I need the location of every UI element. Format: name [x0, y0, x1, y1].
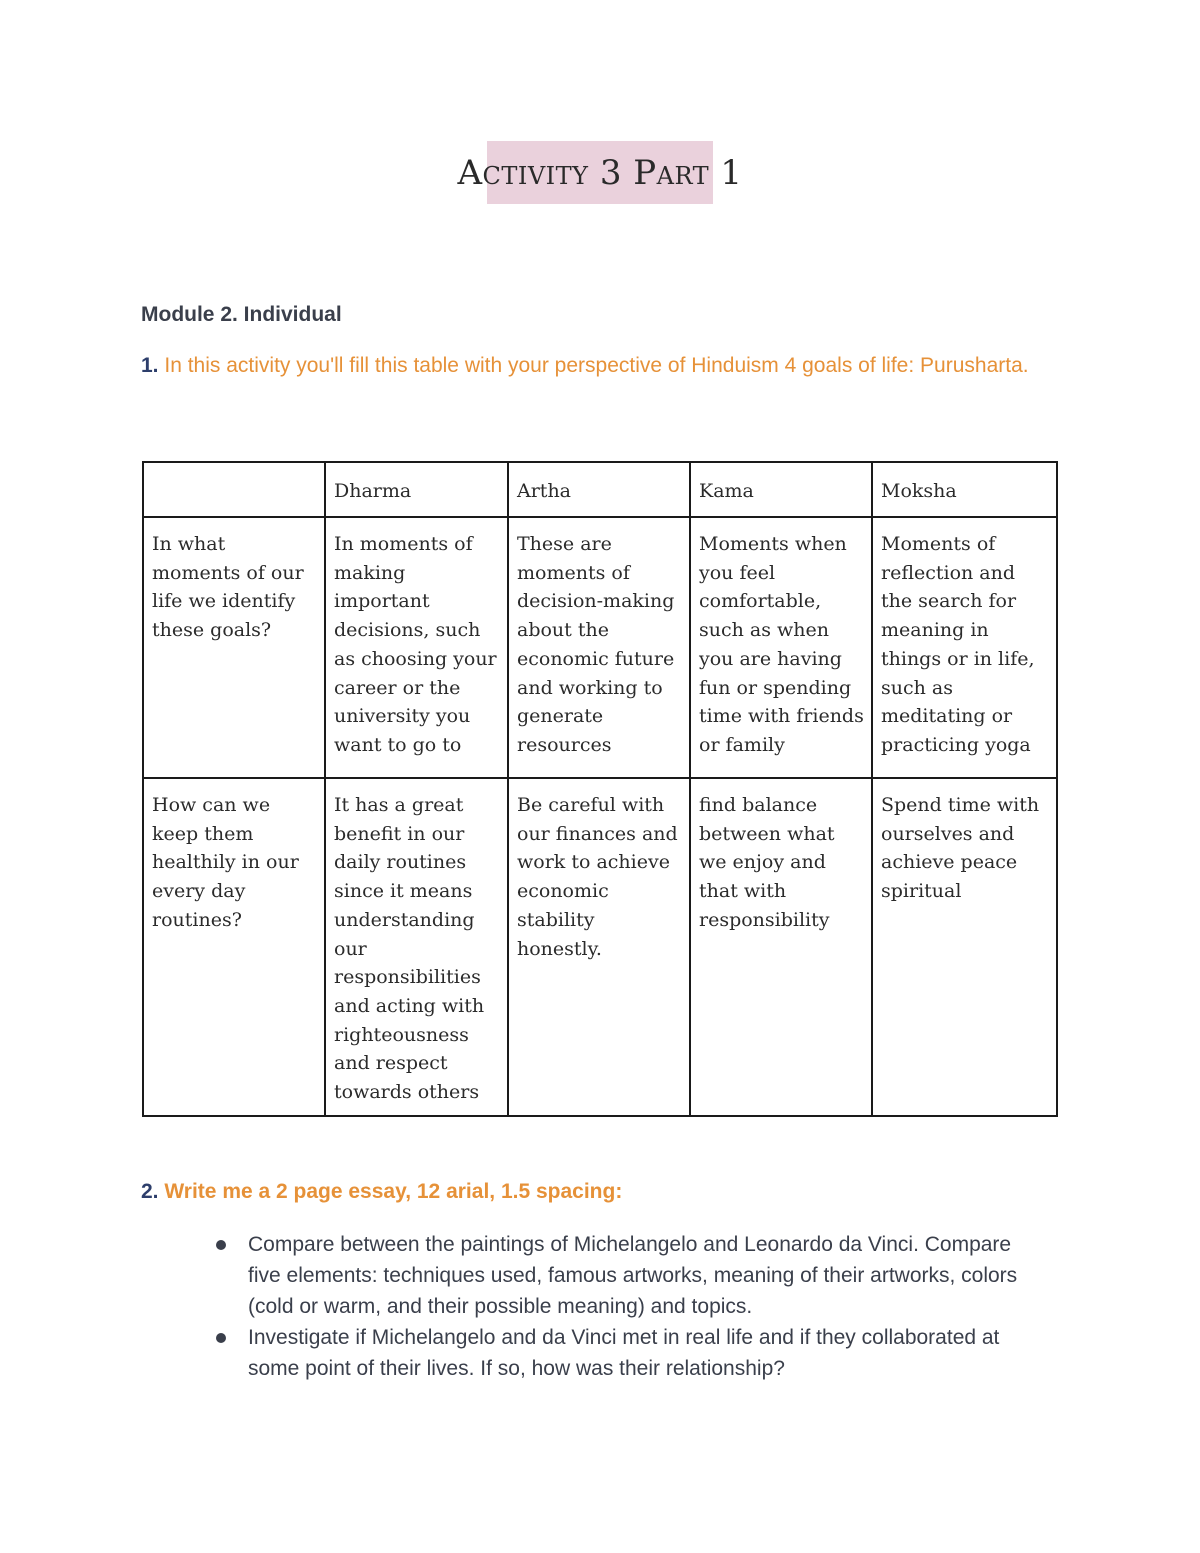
table-cell: find balance between what we enjoy and that with responsibility [690, 778, 872, 1116]
table-cell: These are moments of decision-making about the economic future and working to generate resources [508, 517, 690, 778]
table-header-dharma: Dharma [325, 462, 508, 517]
table-cell: Spend time with ourselves and achieve peace spiritual [872, 778, 1057, 1116]
table-cell: Moments when you feel comfortable, such as when you are having fun or spending time with friends or family [690, 517, 872, 778]
question-2-text: Write me a 2 page essay, 12 arial, 1.5 spacing: [164, 1180, 623, 1203]
list-item-text: Compare between the paintings of Michelangelo and Leonardo da Vinci. Compare five elements: techniques used, famous artworks, meaning of their artworks, colors (cold or warm, and their possible meaning) and topics. [248, 1233, 1018, 1318]
table-cell: It has a great benefit in our daily routines since it means understanding our responsibilities and acting with righteousness and respect towards others [325, 778, 508, 1116]
question-2 [141, 1180, 622, 1204]
table-row-label: In what moments of our life we identify these goals? [143, 517, 325, 778]
list-item-text: Investigate if Michelangelo and da Vinci met in real life and if they collaborated at some point of their lives. If so, how was their relationship? [248, 1326, 1000, 1380]
table-row-label: How can we keep them healthily in our every day routines? [143, 778, 325, 1116]
table-header-artha: Artha [508, 462, 690, 517]
question-1 [141, 350, 1041, 381]
table-header-kama: Kama [690, 462, 872, 517]
question-1-number: 1. [141, 354, 159, 377]
list-item [208, 1322, 1048, 1384]
purusharta-table [142, 461, 1058, 1117]
table-cell: In moments of making important decisions, such as choosing your career or the university you want to go to [325, 517, 508, 778]
table-header-moksha: Moksha [872, 462, 1057, 517]
table-row [143, 517, 1057, 778]
page-title: Activity 3 Part 1 [457, 152, 743, 193]
module-heading: Module 2. Individual [141, 303, 342, 326]
question-2-number: 2. [141, 1180, 159, 1203]
table-header-row [143, 462, 1057, 517]
table-header-cell [143, 462, 325, 517]
table-row [143, 778, 1057, 1116]
list-item [208, 1229, 1048, 1322]
question-1-text: In this activity you'll fill this table with your perspective of Hinduism 4 goals of life: Purusharta. [164, 354, 1029, 377]
bullet-icon [216, 1240, 226, 1250]
table-cell: Moments of reflection and the search for meaning in things or in life, such as meditating or practicing yoga [872, 517, 1057, 778]
title-highlight [457, 141, 743, 204]
essay-requirements-list [208, 1229, 1048, 1384]
table-cell: Be careful with our finances and work to achieve economic stability honestly. [508, 778, 690, 1116]
bullet-icon [216, 1333, 226, 1343]
